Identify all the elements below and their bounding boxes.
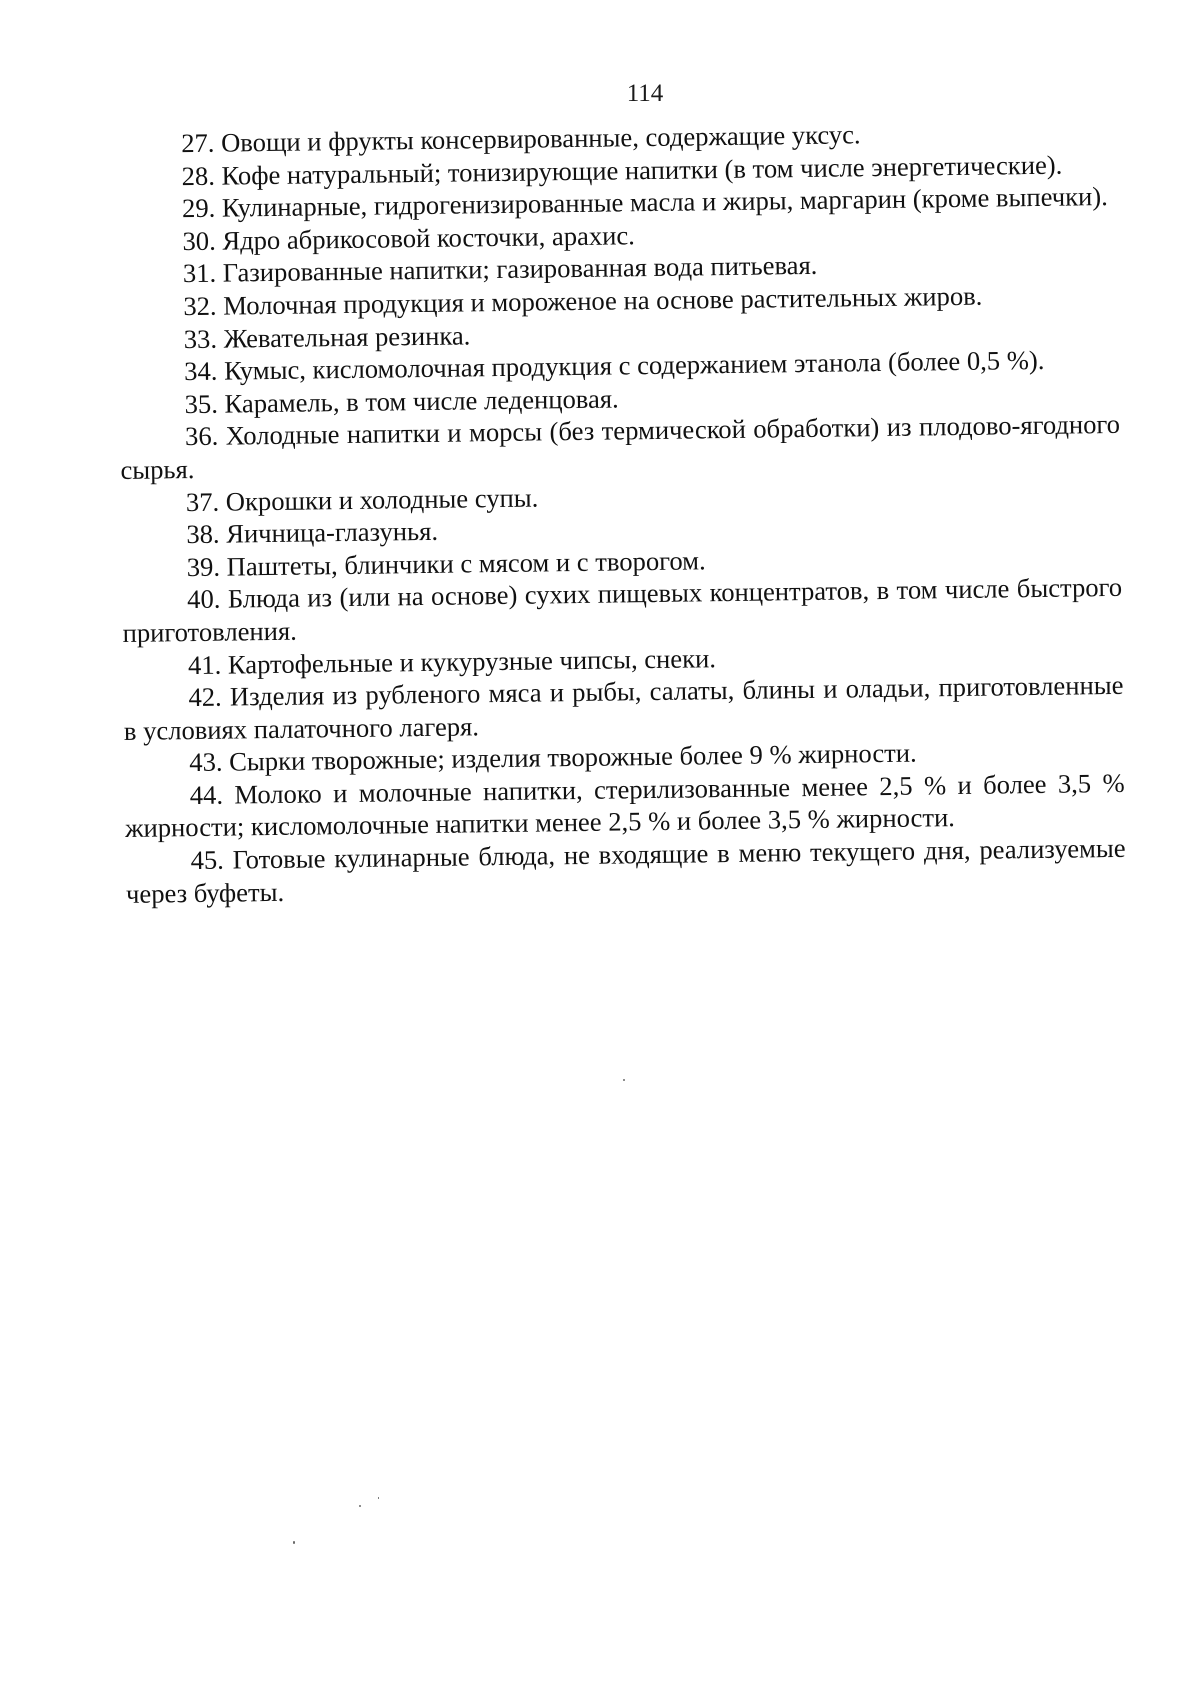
list-item: 33. Жевательная резинка. xyxy=(183,319,471,354)
page-number: 114 xyxy=(626,80,664,107)
list-item: 27. Овощи и фрукты консервированные, содержащие уксус. xyxy=(181,119,861,159)
list-item: 35. Карамель, в том числе леденцовая. xyxy=(184,383,619,419)
list-item: 38. Яичница-глазунья. xyxy=(186,515,439,550)
list-item: 41. Картофельные и кукурузные чипсы, снеки. xyxy=(187,642,717,680)
list-item: 36. Холодные напитки и морсы (без термической обработки) из плодово-ягодного сырья. xyxy=(120,409,1121,485)
list-item: 34. Кумыс, кисломолочная продукция с содержанием этанола (более 0,5 %). xyxy=(183,345,1045,387)
list-item: 31. Газированные напитки; газированная вода питьевая. xyxy=(182,250,818,289)
list-item: 40. Блюда из (или на основе) сухих пищевых концентратов, в том числе быстрого приготовления. xyxy=(122,572,1123,648)
list-item: 28. Кофе натуральный; тонизирующие напитки (в том числе энергетические). xyxy=(181,149,1063,191)
list-item: 30. Ядро абрикосовой косточки, арахис. xyxy=(182,220,636,256)
list-item: 39. Паштеты, блинчики с мясом и с творогом. xyxy=(186,545,706,582)
list-item: 44. Молоко и молочные напитки, стерилизованные менее 2,5 % и более 3,5 % жирности; кисломолочные напитки менее 2,5 % и более 3,5 % жирности. xyxy=(124,767,1125,844)
scan-speck xyxy=(359,1505,361,1507)
list-item: 45. Готовые кулинарные блюда, не входящие в меню текущего дня, реализуемые через буфеты. xyxy=(125,832,1126,909)
list-item: 42. Изделия из рубленого мяса и рыбы, салаты, блины и оладьи, приготовленные в условиях палаточного лагеря. xyxy=(123,669,1124,746)
scan-speck xyxy=(293,1541,295,1544)
list-item: 29. Кулинарные, гидрогенизированные масла и жиры, маргарин (кроме выпечки). xyxy=(181,181,1108,224)
list-item: 43. Сырки творожные; изделия творожные более 9 % жирности. xyxy=(189,737,917,778)
list-item: 32. Молочная продукция и мороженое на основе растительных жиров. xyxy=(183,280,983,322)
scan-speck xyxy=(623,1079,625,1081)
scan-speck xyxy=(378,1497,379,1499)
list-item: 37. Окрошки и холодные супы. xyxy=(185,482,539,517)
prohibited-items-list xyxy=(116,115,1126,910)
